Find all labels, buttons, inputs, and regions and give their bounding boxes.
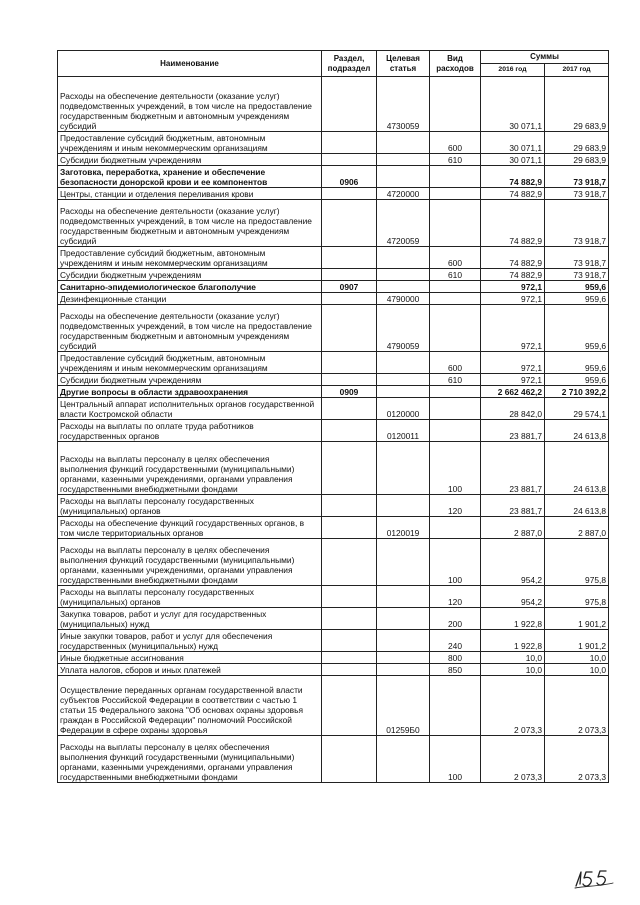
cell-2017: 10,0 bbox=[545, 664, 609, 676]
cell-2017: 73 918,7 bbox=[545, 166, 609, 188]
cell-article bbox=[377, 608, 430, 630]
cell-kind bbox=[430, 517, 481, 539]
cell-name: Иные бюджетные ассигнования bbox=[58, 652, 322, 664]
cell-section: 0909 bbox=[322, 386, 377, 398]
cell-name: Расходы на обеспечение деятельности (оказание услуг) подведомственных учреждений, в том числе на предоставление государственным бюджетным и автономным учреждениям субсидий bbox=[58, 77, 322, 132]
cell-2017: 959,6 bbox=[545, 293, 609, 305]
cell-section bbox=[322, 442, 377, 495]
cell-2016: 30 071,1 bbox=[481, 132, 545, 154]
cell-2016: 954,2 bbox=[481, 539, 545, 586]
table-row bbox=[58, 386, 609, 398]
cell-2017: 29 683,9 bbox=[545, 132, 609, 154]
cell-name: Иные закупки товаров, работ и услуг для обеспечения государственных (муниципальных) нужд bbox=[58, 630, 322, 652]
cell-name: Субсидии бюджетным учреждениям bbox=[58, 269, 322, 281]
header-year-2017: 2017 год bbox=[545, 64, 609, 77]
cell-name: Предоставление субсидий бюджетным, автономным учреждениям и иным некоммерческим организациям bbox=[58, 352, 322, 374]
cell-2016: 10,0 bbox=[481, 664, 545, 676]
cell-2017: 975,8 bbox=[545, 539, 609, 586]
cell-2017: 29 574,1 bbox=[545, 398, 609, 420]
cell-2016: 28 842,0 bbox=[481, 398, 545, 420]
cell-2017: 29 683,9 bbox=[545, 154, 609, 166]
cell-2016: 23 881,7 bbox=[481, 442, 545, 495]
cell-kind bbox=[430, 281, 481, 293]
cell-article bbox=[377, 630, 430, 652]
table-row bbox=[58, 664, 609, 676]
cell-kind: 610 bbox=[430, 374, 481, 386]
cell-section bbox=[322, 154, 377, 166]
table-row bbox=[58, 374, 609, 386]
cell-name: Расходы на выплаты персоналу государственных (муниципальных) органов bbox=[58, 586, 322, 608]
cell-name: Заготовка, переработка, хранение и обеспечение безопасности донорской крови и ее компонентов bbox=[58, 166, 322, 188]
cell-2016: 972,1 bbox=[481, 352, 545, 374]
handwritten-page-number bbox=[573, 867, 615, 889]
cell-article bbox=[377, 539, 430, 586]
cell-article: 4790000 bbox=[377, 293, 430, 305]
cell-article: 01259Б0 bbox=[377, 676, 430, 736]
cell-section bbox=[322, 517, 377, 539]
table-row bbox=[58, 154, 609, 166]
budget-table bbox=[57, 50, 609, 783]
cell-2017: 73 918,7 bbox=[545, 200, 609, 247]
cell-section bbox=[322, 269, 377, 281]
cell-section bbox=[322, 630, 377, 652]
cell-kind bbox=[430, 200, 481, 247]
cell-name: Предоставление субсидий бюджетным, автономным учреждениям и иным некоммерческим организациям bbox=[58, 132, 322, 154]
cell-section bbox=[322, 247, 377, 269]
cell-section bbox=[322, 188, 377, 200]
cell-2017: 29 683,9 bbox=[545, 77, 609, 132]
cell-kind: 100 bbox=[430, 539, 481, 586]
cell-section bbox=[322, 398, 377, 420]
cell-2016: 74 882,9 bbox=[481, 200, 545, 247]
cell-kind bbox=[430, 386, 481, 398]
cell-article bbox=[377, 352, 430, 374]
cell-kind: 610 bbox=[430, 269, 481, 281]
cell-2017: 1 901,2 bbox=[545, 630, 609, 652]
cell-section bbox=[322, 736, 377, 783]
header-name: Наименование bbox=[58, 51, 322, 77]
cell-name: Центры, станции и отделения переливания крови bbox=[58, 188, 322, 200]
cell-2017: 1 901,2 bbox=[545, 608, 609, 630]
cell-kind bbox=[430, 676, 481, 736]
cell-section bbox=[322, 676, 377, 736]
header-article: Целевая статья bbox=[377, 51, 430, 77]
table-body bbox=[58, 77, 609, 783]
table-row bbox=[58, 630, 609, 652]
cell-article: 4730059 bbox=[377, 77, 430, 132]
cell-section bbox=[322, 77, 377, 132]
cell-kind: 600 bbox=[430, 247, 481, 269]
cell-kind: 600 bbox=[430, 352, 481, 374]
table-row bbox=[58, 281, 609, 293]
cell-kind bbox=[430, 398, 481, 420]
cell-2016: 2 887,0 bbox=[481, 517, 545, 539]
cell-article bbox=[377, 586, 430, 608]
table-row bbox=[58, 293, 609, 305]
cell-2017: 959,6 bbox=[545, 281, 609, 293]
cell-name: Уплата налогов, сборов и иных платежей bbox=[58, 664, 322, 676]
cell-2017: 24 613,8 bbox=[545, 420, 609, 442]
cell-section bbox=[322, 352, 377, 374]
cell-name: Расходы на выплаты персоналу в целях обеспечения выполнения функций государственными (муниципальными) органами, казенными учреждениями, органами управления государственными внебюджетными фондами bbox=[58, 539, 322, 586]
cell-kind: 610 bbox=[430, 154, 481, 166]
cell-2016: 30 071,1 bbox=[481, 77, 545, 132]
cell-2016: 10,0 bbox=[481, 652, 545, 664]
cell-2017: 2 073,3 bbox=[545, 736, 609, 783]
cell-kind: 800 bbox=[430, 652, 481, 664]
cell-2016: 74 882,9 bbox=[481, 188, 545, 200]
cell-article bbox=[377, 132, 430, 154]
cell-2016: 972,1 bbox=[481, 281, 545, 293]
table-row bbox=[58, 247, 609, 269]
cell-name: Дезинфекционные станции bbox=[58, 293, 322, 305]
cell-article bbox=[377, 495, 430, 517]
cell-article: 0120011 bbox=[377, 420, 430, 442]
cell-article bbox=[377, 281, 430, 293]
cell-article: 4790059 bbox=[377, 305, 430, 352]
cell-2017: 2 073,3 bbox=[545, 676, 609, 736]
table-row bbox=[58, 539, 609, 586]
cell-article bbox=[377, 154, 430, 166]
table-row bbox=[58, 517, 609, 539]
table-row bbox=[58, 495, 609, 517]
cell-name: Осуществление переданных органам государственной власти субъектов Российской Федерации в соответствии с частью 1 статьи 15 Федерального закона "Об основах охраны здоровья граждан в Российской Федерации" полномочий Российской Федерации в сфере охраны здоровья bbox=[58, 676, 322, 736]
header-section: Раздел, подраздел bbox=[322, 51, 377, 77]
cell-article bbox=[377, 652, 430, 664]
cell-kind: 240 bbox=[430, 630, 481, 652]
table-row bbox=[58, 166, 609, 188]
cell-2016: 74 882,9 bbox=[481, 269, 545, 281]
cell-article bbox=[377, 247, 430, 269]
cell-kind bbox=[430, 293, 481, 305]
cell-article: 0120019 bbox=[377, 517, 430, 539]
table-row bbox=[58, 398, 609, 420]
cell-article: 0120000 bbox=[377, 398, 430, 420]
cell-2016: 74 882,9 bbox=[481, 166, 545, 188]
cell-article bbox=[377, 386, 430, 398]
cell-section bbox=[322, 132, 377, 154]
cell-2017: 73 918,7 bbox=[545, 188, 609, 200]
cell-2017: 24 613,8 bbox=[545, 495, 609, 517]
cell-section bbox=[322, 305, 377, 352]
cell-article bbox=[377, 374, 430, 386]
cell-2016: 954,2 bbox=[481, 586, 545, 608]
cell-name: Расходы на выплаты персоналу государственных (муниципальных) органов bbox=[58, 495, 322, 517]
cell-section bbox=[322, 539, 377, 586]
cell-article bbox=[377, 442, 430, 495]
cell-2017: 959,6 bbox=[545, 374, 609, 386]
cell-kind bbox=[430, 420, 481, 442]
cell-2016: 2 073,3 bbox=[481, 736, 545, 783]
header-kind: Вид расходов bbox=[430, 51, 481, 77]
table-row bbox=[58, 352, 609, 374]
cell-section bbox=[322, 652, 377, 664]
cell-section bbox=[322, 293, 377, 305]
cell-section bbox=[322, 420, 377, 442]
cell-kind: 200 bbox=[430, 608, 481, 630]
table-row bbox=[58, 269, 609, 281]
cell-2016: 74 882,9 bbox=[481, 247, 545, 269]
cell-section bbox=[322, 664, 377, 676]
cell-2017: 24 613,8 bbox=[545, 442, 609, 495]
cell-name: Субсидии бюджетным учреждениям bbox=[58, 374, 322, 386]
cell-2016: 23 881,7 bbox=[481, 495, 545, 517]
header-year-2016: 2016 год bbox=[481, 64, 545, 77]
cell-article: 4720059 bbox=[377, 200, 430, 247]
cell-2017: 73 918,7 bbox=[545, 269, 609, 281]
cell-2016: 2 662 462,2 bbox=[481, 386, 545, 398]
cell-2017: 959,6 bbox=[545, 305, 609, 352]
cell-article: 4720000 bbox=[377, 188, 430, 200]
cell-section: 0906 bbox=[322, 166, 377, 188]
cell-name: Другие вопросы в области здравоохранения bbox=[58, 386, 322, 398]
cell-kind: 120 bbox=[430, 495, 481, 517]
cell-kind: 600 bbox=[430, 132, 481, 154]
cell-2017: 959,6 bbox=[545, 352, 609, 374]
cell-2017: 2 887,0 bbox=[545, 517, 609, 539]
cell-2017: 975,8 bbox=[545, 586, 609, 608]
cell-2016: 972,1 bbox=[481, 305, 545, 352]
cell-name: Расходы на выплаты по оплате труда работников государственных органов bbox=[58, 420, 322, 442]
cell-kind bbox=[430, 166, 481, 188]
cell-2016: 1 922,8 bbox=[481, 608, 545, 630]
cell-name: Центральный аппарат исполнительных органов государственной власти Костромской области bbox=[58, 398, 322, 420]
cell-section bbox=[322, 608, 377, 630]
table-row bbox=[58, 305, 609, 352]
table-row bbox=[58, 586, 609, 608]
table-row bbox=[58, 188, 609, 200]
cell-kind: 100 bbox=[430, 736, 481, 783]
table-row bbox=[58, 736, 609, 783]
cell-name: Расходы на обеспечение деятельности (оказание услуг) подведомственных учреждений, в том числе на предоставление государственным бюджетным и автономным учреждениям субсидий bbox=[58, 200, 322, 247]
table-row bbox=[58, 132, 609, 154]
cell-section bbox=[322, 374, 377, 386]
cell-2017: 2 710 392,2 bbox=[545, 386, 609, 398]
cell-kind bbox=[430, 77, 481, 132]
cell-name: Расходы на обеспечение функций государственных органов, в том числе территориальных органов bbox=[58, 517, 322, 539]
cell-name: Санитарно-эпидемиологическое благополучие bbox=[58, 281, 322, 293]
cell-2016: 23 881,7 bbox=[481, 420, 545, 442]
header-sums: Суммы bbox=[481, 51, 609, 64]
cell-2016: 30 071,1 bbox=[481, 154, 545, 166]
cell-name: Расходы на обеспечение деятельности (оказание услуг) подведомственных учреждений, в том числе на предоставление государственным бюджетным и автономным учреждениям субсидий bbox=[58, 305, 322, 352]
cell-kind bbox=[430, 305, 481, 352]
cell-2016: 1 922,8 bbox=[481, 630, 545, 652]
cell-2016: 972,1 bbox=[481, 374, 545, 386]
cell-section bbox=[322, 495, 377, 517]
cell-kind: 100 bbox=[430, 442, 481, 495]
table-row bbox=[58, 608, 609, 630]
cell-article bbox=[377, 736, 430, 783]
table-row bbox=[58, 676, 609, 736]
cell-article bbox=[377, 166, 430, 188]
cell-name: Предоставление субсидий бюджетным, автономным учреждениям и иным некоммерческим организациям bbox=[58, 247, 322, 269]
table-row bbox=[58, 77, 609, 132]
cell-section: 0907 bbox=[322, 281, 377, 293]
cell-name: Расходы на выплаты персоналу в целях обеспечения выполнения функций государственными (муниципальными) органами, казенными учреждениями, органами управления государственными внебюджетными фондами bbox=[58, 442, 322, 495]
cell-section bbox=[322, 200, 377, 247]
cell-name: Закупка товаров, работ и услуг для государственных (муниципальных) нужд bbox=[58, 608, 322, 630]
cell-name: Расходы на выплаты персоналу в целях обеспечения выполнения функций государственными (муниципальными) органами, казенными учреждениями, органами управления государственными внебюджетными фондами bbox=[58, 736, 322, 783]
cell-kind bbox=[430, 188, 481, 200]
table-row bbox=[58, 652, 609, 664]
table-row bbox=[58, 442, 609, 495]
cell-article bbox=[377, 664, 430, 676]
cell-name: Субсидии бюджетным учреждениям bbox=[58, 154, 322, 166]
cell-kind: 850 bbox=[430, 664, 481, 676]
cell-section bbox=[322, 586, 377, 608]
table-row bbox=[58, 420, 609, 442]
cell-kind: 120 bbox=[430, 586, 481, 608]
cell-2016: 972,1 bbox=[481, 293, 545, 305]
cell-2016: 2 073,3 bbox=[481, 676, 545, 736]
cell-article bbox=[377, 269, 430, 281]
cell-2017: 73 918,7 bbox=[545, 247, 609, 269]
cell-2017: 10,0 bbox=[545, 652, 609, 664]
table-row bbox=[58, 200, 609, 247]
